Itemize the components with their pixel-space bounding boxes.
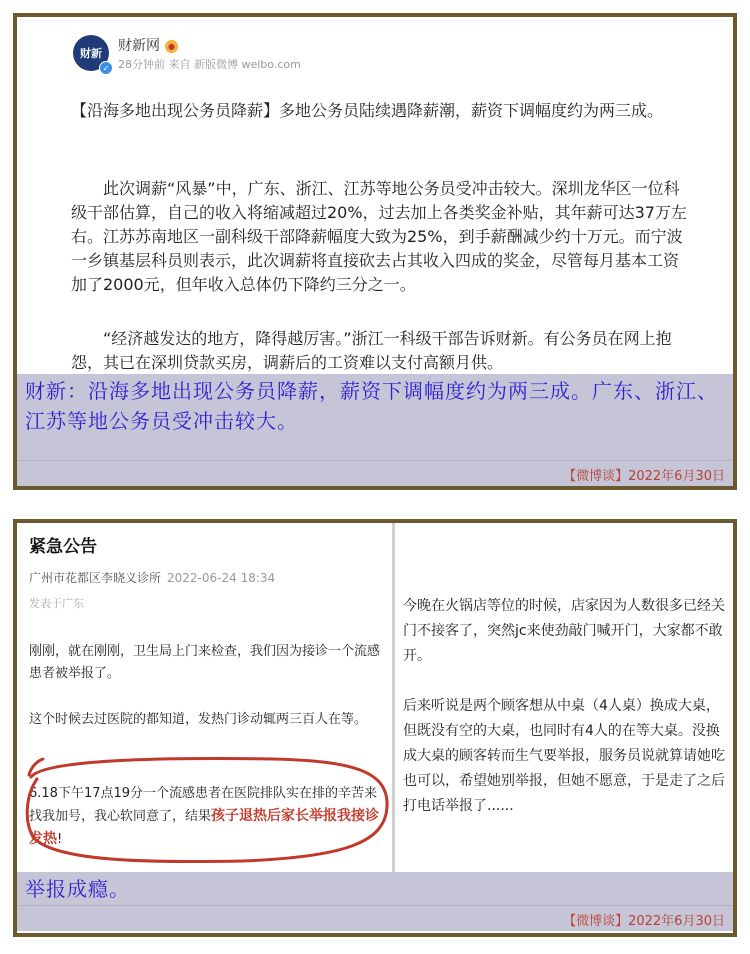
notice-paragraph-3 [29, 783, 381, 851]
date-label: 【微博谈】2022年6月30日 [563, 469, 725, 484]
verified-icon: ✓ [99, 61, 113, 75]
notice-meta [29, 569, 275, 586]
post-screenshot [17, 17, 733, 374]
weibo-post-card-2 [13, 519, 737, 937]
clinic-notice-screenshot [17, 523, 395, 872]
notice-title: 紧急公告 [29, 537, 97, 557]
commentary-caption: 举报成瘾。 [17, 872, 733, 905]
post-meta: 28分钟前 来自 新版微博 weibo.com [118, 58, 301, 71]
date-footer [17, 460, 733, 486]
notice-paragraph-1: 刚刚，就在刚刚，卫生局上门来检查，我们因为接诊一个流感患者被举报了。 [29, 644, 381, 681]
post-paragraph-2: 此次调薪“风暴”中，广东、浙江、江苏等地公务员受冲击较大。深圳龙华区一位科级干部估算，自己的收入将缩减超过20%，过去加上各类奖金补贴，其年薪可达37万左右。江苏苏南地区一副科级干部降薪幅度大致为25%，到手薪酬减少约十万元。而宁波一乡镇基层科员则表示，此次调薪将直接砍去占其收入四成的奖金，尽管每月基本工资加了2000元，但年收入总体仍下降约三分之一。 [71, 179, 687, 294]
avatar-text: 财新 [80, 47, 102, 60]
weibo-post-card-1 [13, 13, 737, 490]
commentary-caption: 财新：沿海多地出现公务员降薪，薪资下调幅度约为两三成。广东、浙江、江苏等地公务员受冲击较大。 [17, 374, 733, 460]
notice-highlight-text: 孩子退热后家长举报我接诊发热 [29, 808, 380, 847]
notice-author[interactable]: 广州市花都区李晓义诊所 [29, 571, 162, 585]
notice-paragraph-3-end: ! [57, 832, 63, 847]
story-paragraph-1: 今晚在火锅店等位的时候，店家因为人数很多已经关门不接客了，突然jc来使劲敲门喊开门，大家都不敢开。 [403, 598, 725, 664]
notice-location: 发表于广东 [29, 597, 84, 610]
notice-time: 2022-06-24 18:34 [167, 571, 276, 585]
vip-badge-icon: ● [165, 40, 178, 53]
username[interactable]: 财新网 [118, 38, 160, 54]
notice-paragraph-2: 这个时候去过医院的都知道，发热门诊动辄两三百人在等。 [29, 712, 368, 727]
date-footer [17, 905, 733, 931]
post-paragraph-3: “经济越发达的地方，降得越厉害。”浙江一科级干部告诉财新。有公务员在网上抱怨，其已在深圳贷款买房，调薪后的工资难以支付高额月供。 [71, 329, 672, 372]
date-label: 【微博谈】2022年6月30日 [563, 914, 725, 929]
post-paragraph-1: 【沿海多地出现公务员降薪】多地公务员陆续遇降薪潮，薪资下调幅度约为两三成。 [71, 101, 664, 120]
hotpot-story-screenshot [395, 523, 733, 872]
notice-paragraph-3-text: 6.18下午17点19分一个流感患者在医院排队实在排的辛苦来找我加号，我心软同意了，结果 [29, 786, 378, 824]
username-row [118, 35, 178, 55]
story-paragraph-2: 后来听说是两个顾客想从中桌（4人桌）换成大桌，但既没有空的大桌，也同时有4人的在等大桌。没换成大桌的顾客转而生气要举报，服务员说就算请她吃也可以，希望她别举报，但她不愿意，于是走了之后打电话举报了...... [403, 698, 725, 814]
